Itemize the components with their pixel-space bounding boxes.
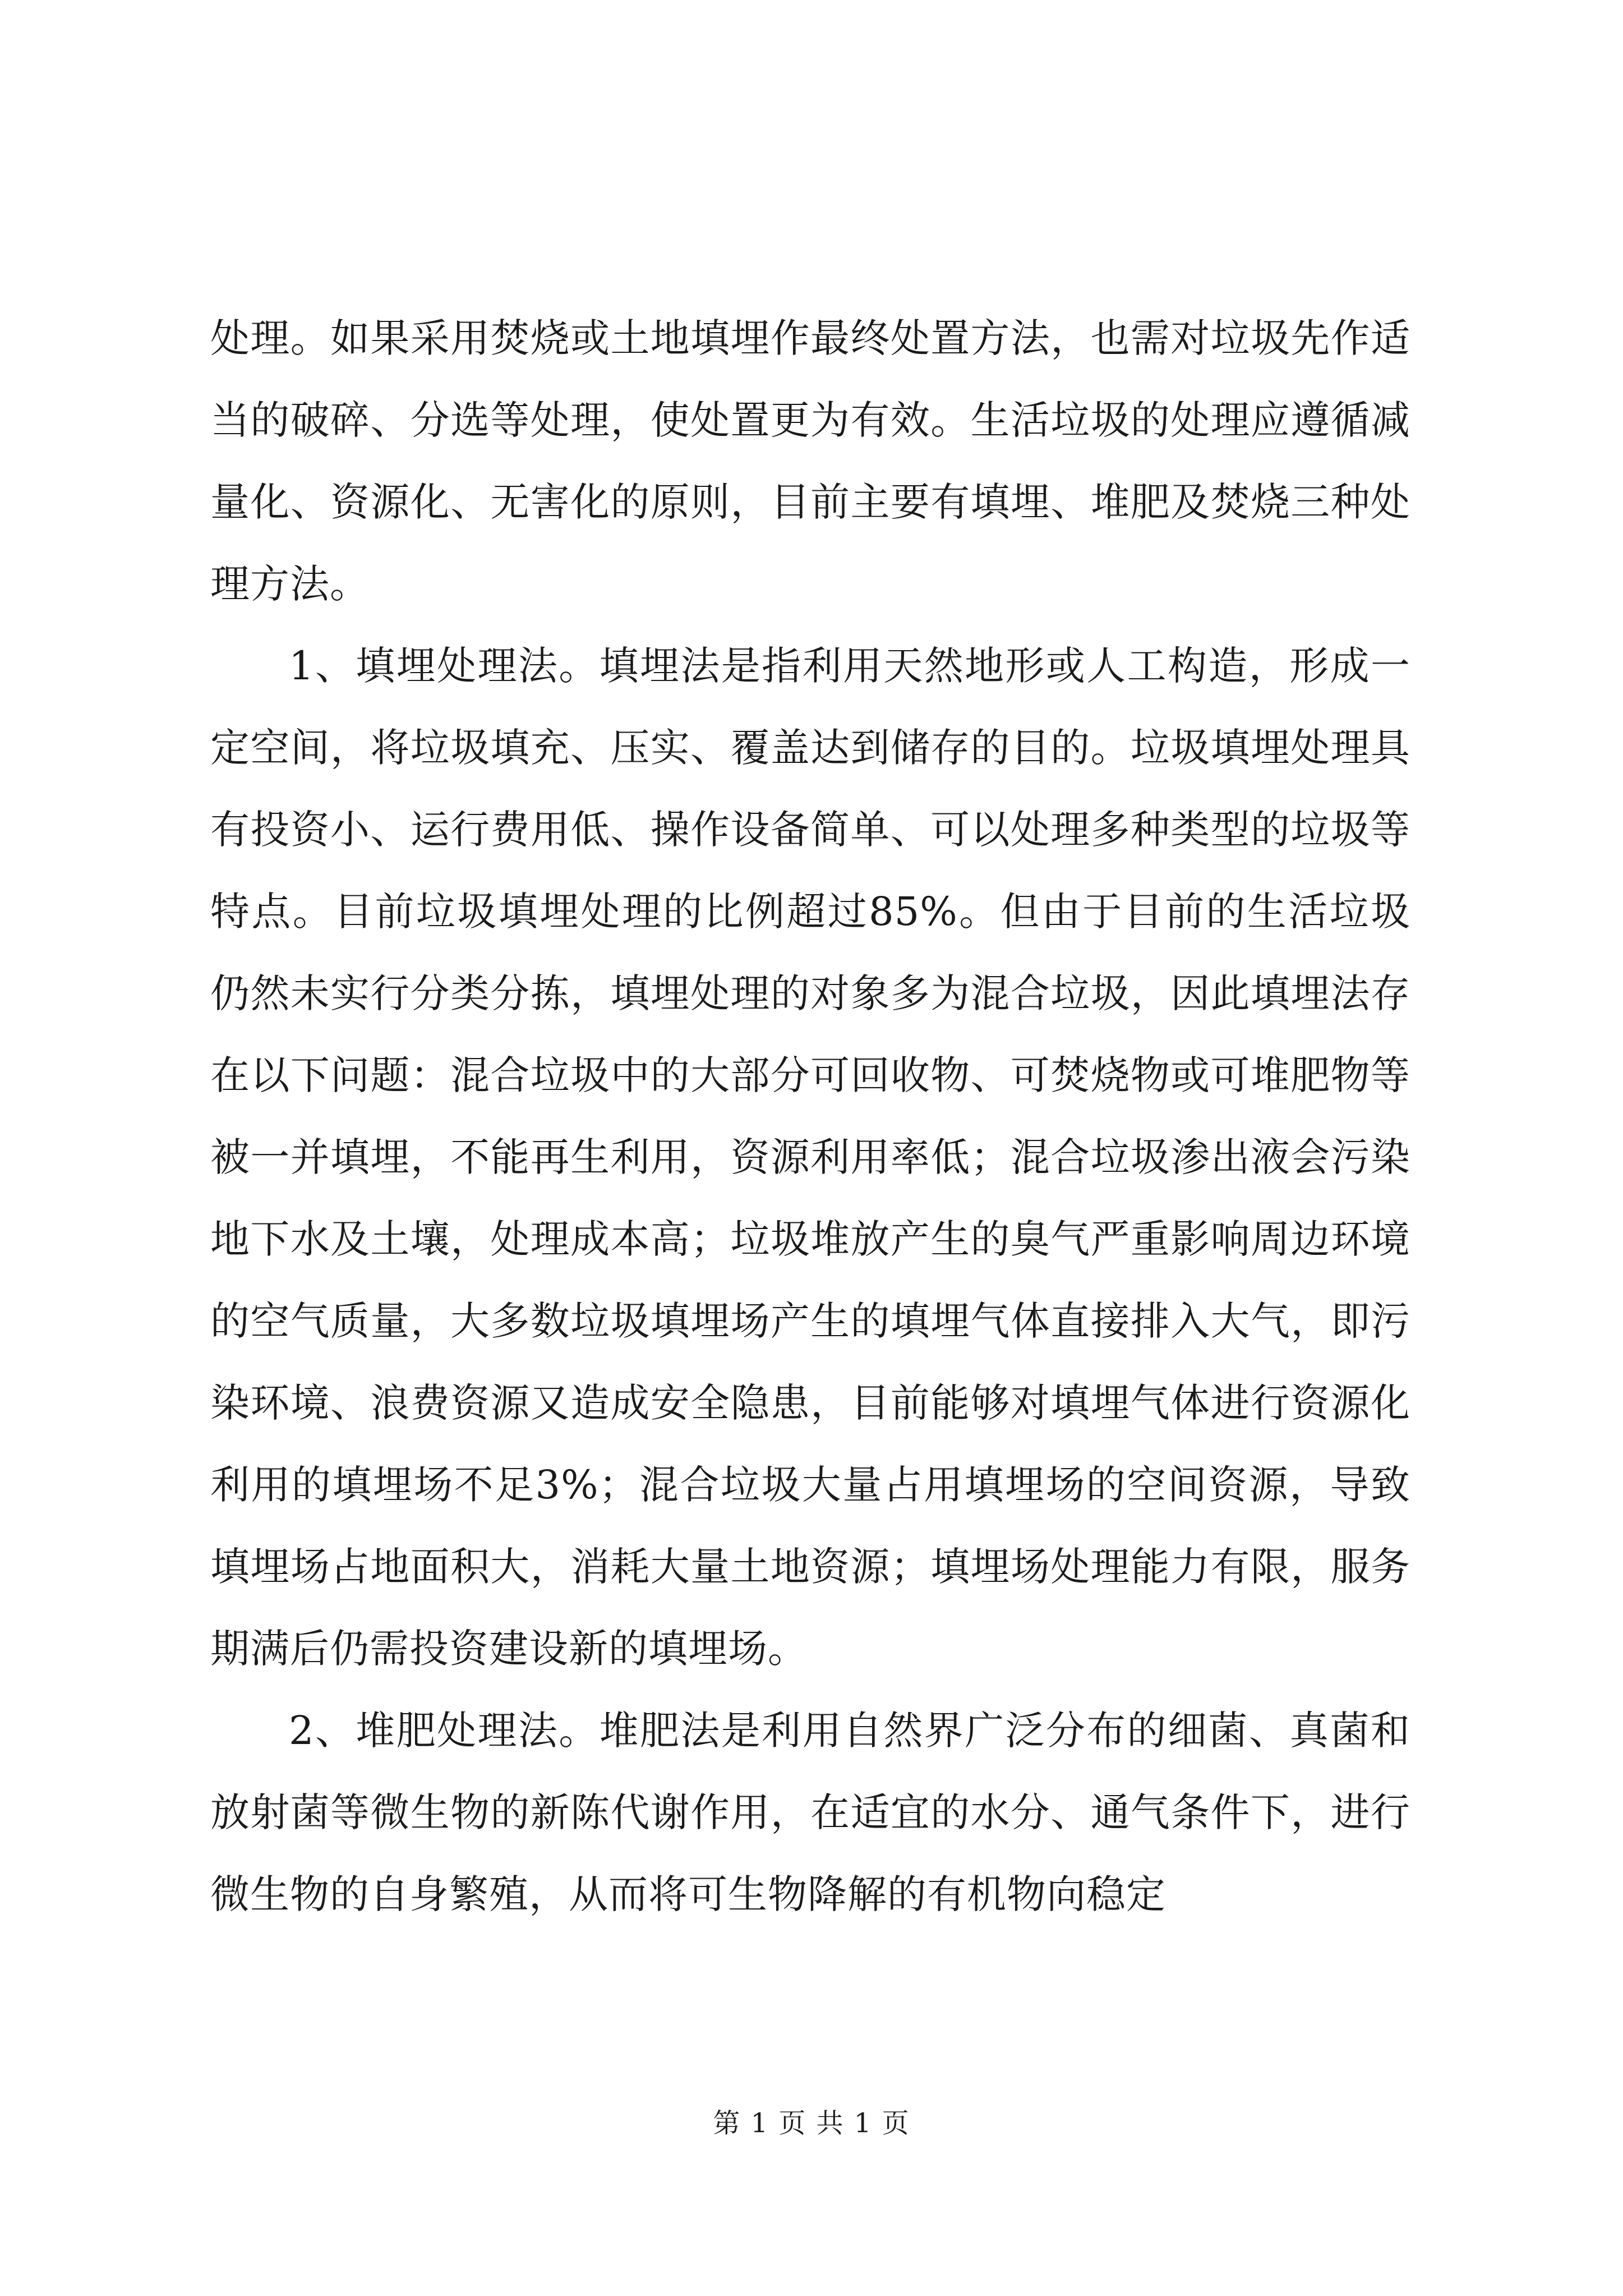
document-body — [210, 297, 1410, 1935]
paragraph-composting: 2、堆肥处理法。堆肥法是利用自然界广泛分布的细菌、真菌和放射菌等微生物的新陈代谢作用，在适宜的水分、通气条件下，进行微生物的自身繁殖，从而将可生物降解的有机物向稳定 — [210, 1708, 1410, 1917]
paragraph-intro: 处理。如果采用焚烧或土地填埋作最终处置方法，也需对垃圾先作适当的破碎、分选等处理，使处置更为有效。生活垃圾的处理应遵循减量化、资源化、无害化的原则，目前主要有填埋、堆肥及焚烧三种处理方法。 — [210, 315, 1410, 607]
page-number-footer: 第 1 页 共 1 页 — [713, 2108, 910, 2139]
paragraph-landfill: 1、填埋处理法。填埋法是指利用天然地形或人工构造，形成一定空间，将垃圾填充、压实、覆盖达到储存的目的。垃圾填埋处理具有投资小、运行费用低、操作设备简单、可以处理多种类型的垃圾等特点。目前垃圾填埋处理的比例超过85%。但由于目前的生活垃圾仍然未实行分类分拣，填埋处理的对象多为混合垃圾，因此填埋法存在以下问题：混合垃圾中的大部分可回收物、可焚烧物或可堆肥物等被一并填埋，不能再生利用，资源利用率低；混合垃圾渗出液会污染地下水及土壤，处理成本高；垃圾堆放产生的臭气严重影响周边环境的空气质量，大多数垃圾填埋场产生的填埋气体直接排入大气，即污染环境、浪费资源又造成安全隐患，目前能够对填埋气体进行资源化利用的填埋场不足3%；混合垃圾大量占用填埋场的空间资源，导致填埋场占地面积大，消耗大量土地资源；填埋场处理能力有限，服务期满后仍需投资建设新的填埋场。 — [210, 643, 1410, 1672]
